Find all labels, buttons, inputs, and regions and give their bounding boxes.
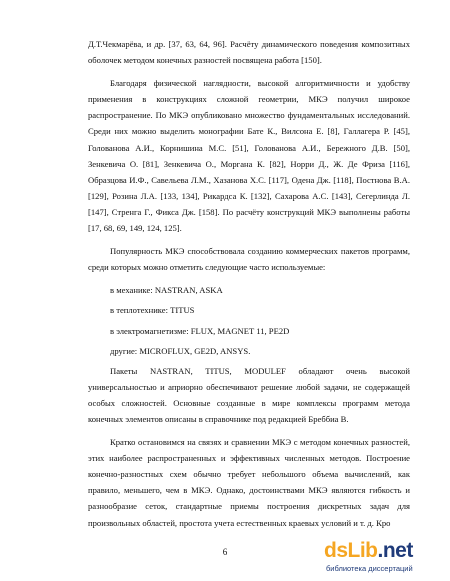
logo-text-domain: .net [377, 539, 413, 562]
list-item: в электромагнетизме: FLUX, MAGNET 11, PE2D [110, 325, 290, 336]
list-item: другие: MICROFLUX, GE2D, ANSYS. [110, 345, 251, 356]
paragraph: Благодаря физической наглядности, высокой алгоритмичности и удобству применения в конструкциях сложной геометрии, МКЭ получил широкое распространение. По МКЭ опубликовано множество фундаментальных исследований. Среди них можно выделить монографии Бате К., Вилсона Е. [8], Галлагера Р. [45], Голованова А.И., Корнишина М.С. [51], Голованова А.И., Бережного Д.В. [50], Зенкевича О. [81], Зенкевича О., Моргана К. [82], Норри Д., Ж. Де Фриза [116], Образцова И.Ф., Савельева Л.М., Хазанова Х.С. [117], Одена Дж. [118], Постнова В.А.[129], Розина Л.А. [133, 134], Рикардса К. [132], Сахарова А.С. [143], Сегерлинда Л. [147], Стренга Г., Фикса Дж. [158]. По расчёту конструкций МКЭ выполнены работы [17, 68, 69, 149, 124, 125]. [88, 78, 410, 234]
list-item: в теплотехнике: TITUS [110, 305, 195, 316]
paragraph: Д.Т.Чекмарёва, и др. [37, 63, 64, 96]. Расчёту динамического поведения композитных оболочек методом конечных разностей посвящена работа [150]. [88, 39, 410, 66]
page-number: 6 [222, 547, 228, 557]
paragraph: Популярность МКЭ способствовала созданию коммерческих пакетов программ, среди которых можно отметить следующие часто используемые: [88, 246, 410, 273]
logo-text-primary: dsLib [324, 539, 378, 562]
paragraph: Пакеты NASTRAN, TITUS, MODULEF обладают очень высокой универсальностью и априорно обеспечивают решение любой задачи, не содержащей особых сложностей. Основные созданные в мире комплексы программ метода конечных элементов описаны в справочнике под редакцией Бреббиа В. [88, 365, 410, 424]
logo [324, 539, 413, 563]
watermark-logo[interactable] [324, 539, 444, 577]
logo-subtitle: библиотека диссертаций [326, 564, 413, 573]
paragraph: Кратко остановимся на связях и сравнении МКЭ с методом конечных разностей, этих наиболее распространенных и эффективных численных методов. Построение конечно-разностных схем обычно требует небольшого объема вычислений, как правило, меньшего, чем в МКЭ. Однако, достоинствами МКЭ являются гибкость и разнообразие сеток, стандартные приемы построения дискретных задач для произвольных областей, простота учета естественных краевых условий и т. д. Кро [88, 437, 410, 528]
list-item: в механике: NASTRAN, ASKA [110, 285, 223, 296]
document-body [88, 36, 410, 538]
